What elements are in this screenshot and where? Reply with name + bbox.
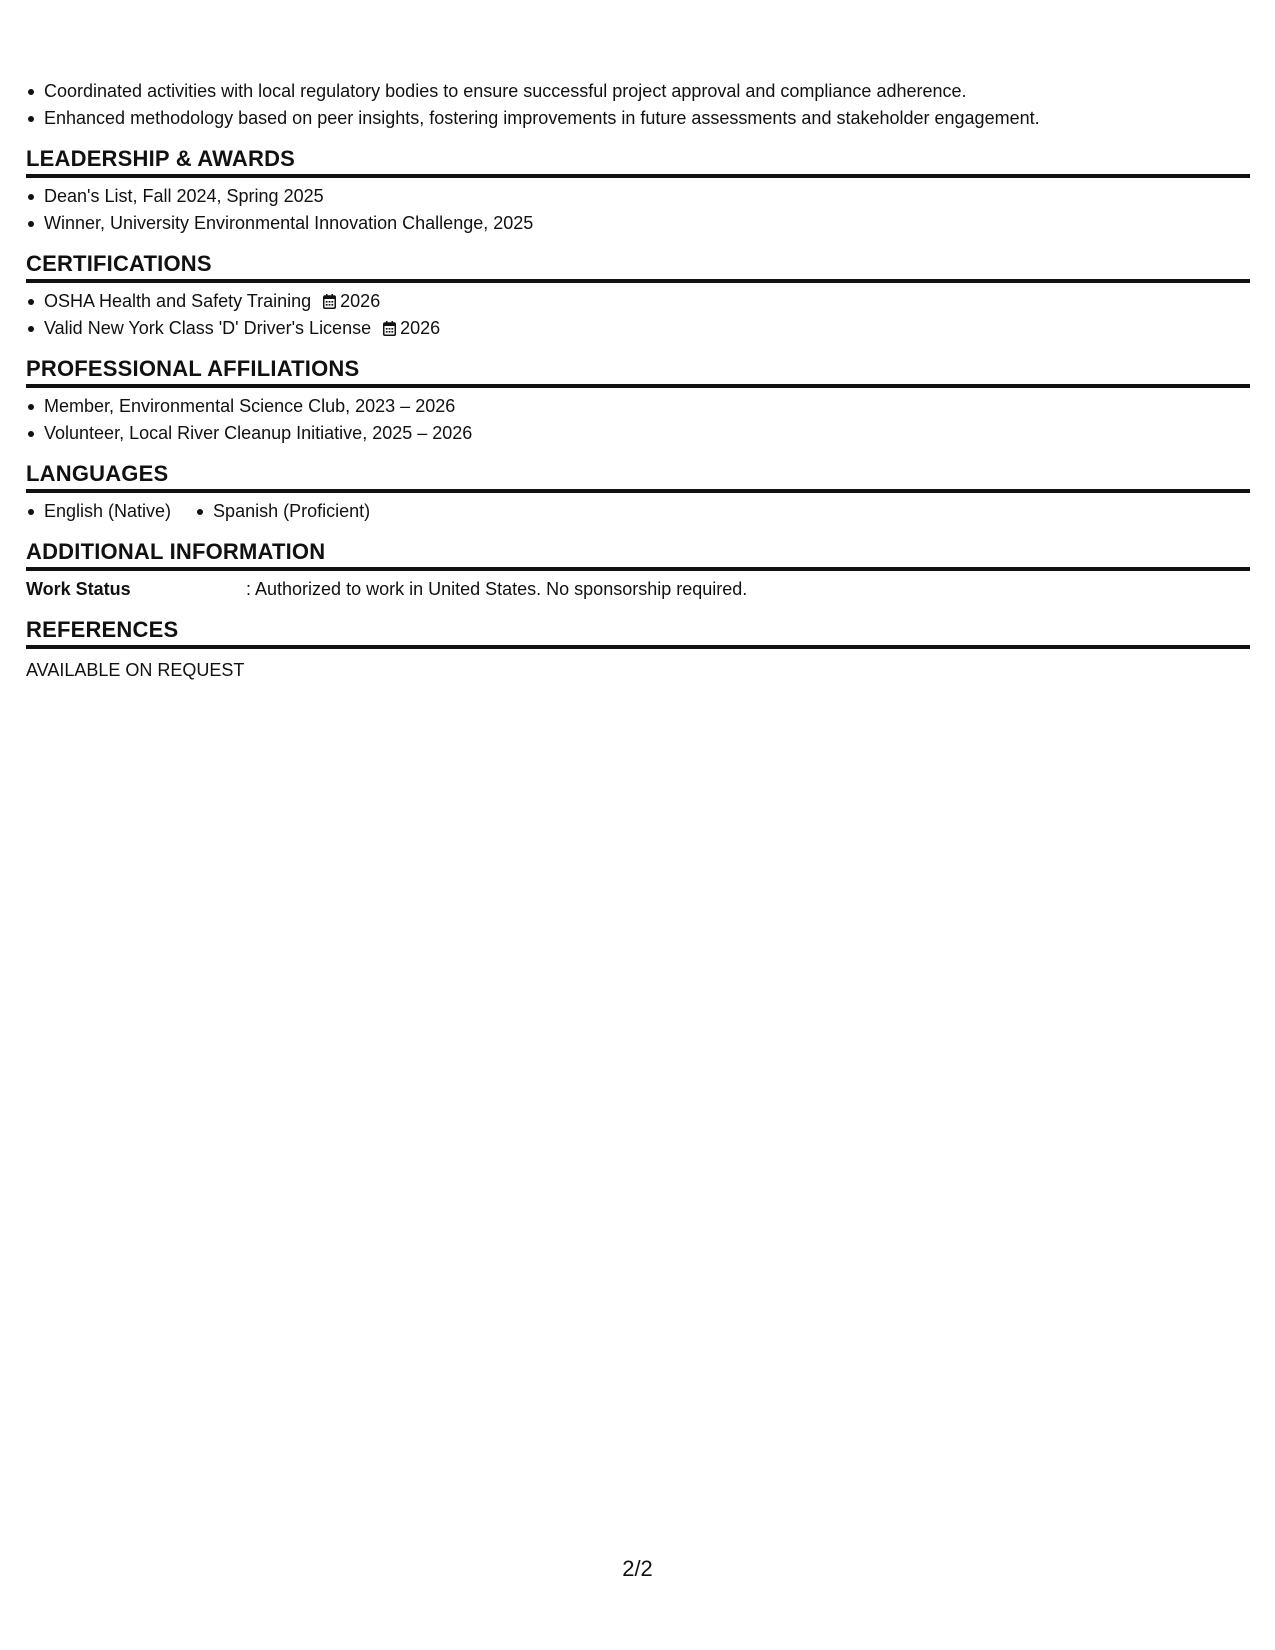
work-status-row (26, 576, 1250, 603)
languages-section (26, 460, 1250, 525)
section-title: LEADERSHIP & AWARDS (26, 145, 1250, 178)
page-number: 2/2 (622, 1556, 653, 1581)
certification-name: OSHA Health and Safety Training (44, 291, 312, 311)
languages-list (26, 498, 1250, 525)
list-item: Coordinated activities with local regulatory bodies to ensure successful project approval and compliance adherence. (26, 78, 1250, 105)
certification-year: 2026 (400, 318, 441, 338)
section-title: LANGUAGES (26, 460, 1250, 493)
work-status-value: : Authorized to work in United States. No sponsorship required. (246, 579, 748, 599)
list-item: Dean's List, Fall 2024, Spring 2025 (26, 183, 1250, 210)
section-title: PROFESSIONAL AFFILIATIONS (26, 355, 1250, 388)
experience-continued-list (26, 78, 1250, 132)
list-item: Enhanced methodology based on peer insights, fostering improvements in future assessments and stakeholder engagement. (26, 105, 1250, 132)
leadership-list (26, 183, 1250, 237)
certification-year: 2026 (340, 291, 381, 311)
list-item: English (Native) (26, 498, 171, 525)
affiliations-list (26, 393, 1250, 447)
calendar-icon (383, 321, 396, 336)
list-item (26, 288, 1250, 315)
list-item: Spanish (Proficient) (195, 498, 370, 525)
list-item: Winner, University Environmental Innovation Challenge, 2025 (26, 210, 1250, 237)
list-item (26, 315, 1250, 342)
section-title: ADDITIONAL INFORMATION (26, 538, 1250, 571)
list-item: Volunteer, Local River Cleanup Initiative, 2025 – 2026 (26, 420, 1250, 447)
leadership-section (26, 145, 1250, 237)
section-title: REFERENCES (26, 616, 1250, 649)
calendar-icon (323, 294, 336, 309)
work-status-label: Work Status (26, 579, 131, 599)
certification-name: Valid New York Class 'D' Driver's License (44, 318, 372, 338)
certifications-list (26, 288, 1250, 342)
list-item: Member, Environmental Science Club, 2023 – 2026 (26, 393, 1250, 420)
additional-info-section (26, 538, 1250, 603)
affiliations-section (26, 355, 1250, 447)
references-section (26, 616, 1250, 684)
section-title: CERTIFICATIONS (26, 250, 1250, 283)
resume-page (26, 78, 1250, 684)
certifications-section (26, 250, 1250, 342)
references-text: AVAILABLE ON REQUEST (26, 660, 245, 680)
